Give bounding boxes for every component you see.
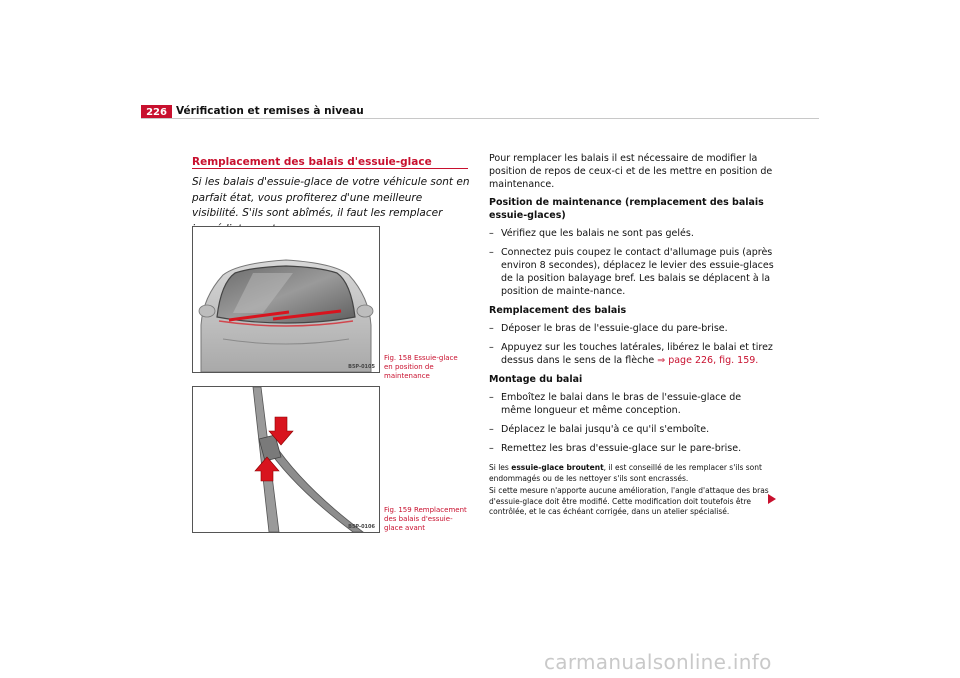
running-header: Vérification et remises à niveau <box>176 105 364 117</box>
note-block <box>489 463 774 518</box>
watermark: carmanualsonline.info <box>544 650 772 674</box>
list-item: – Remettez les bras d'essuie-glace sur le pare-brise. <box>489 443 742 454</box>
section-title: Remplacement des balais d'essuie-glace <box>192 156 432 168</box>
subheading-maintenance: Position de maintenance (remplacement des balais essuie-glaces) <box>489 197 764 221</box>
list-item: – Appuyez sur les touches latérales, libérez le balai et tirez dessus dans le sens de la flèche ⇒ page 226, fig. 159. <box>489 342 773 366</box>
list-item: – Déplacez le balai jusqu'à ce qu'il s'emboîte. <box>489 424 710 435</box>
list-item: – Connectez puis coupez le contact d'allumage puis (après environ 8 secondes), déplacez le levier des essuie-glaces de la position balayage bref. Les balais se déplacent à la position de mainte-nance. <box>489 247 774 297</box>
figure-code: B5P-0105 <box>348 364 375 370</box>
note-paragraph: Si cette mesure n'apporte aucune amélioration, l'angle d'attaque des bras d'essuie-glace doit être modifié. Cette modification doit toutefois être contrôlée, et le cas échéant corrigée, dans un atelier spécialisé. <box>489 486 769 516</box>
page-number: 226 <box>141 105 172 119</box>
header-divider <box>141 118 819 119</box>
figure-159 <box>192 386 380 533</box>
subheading-replacement: Remplacement des balais <box>489 305 627 316</box>
figure-caption: Fig. 158 Essuie-glace en position de maintenance <box>384 354 458 380</box>
continue-arrow-icon <box>768 494 776 504</box>
subheading-mounting: Montage du balai <box>489 374 583 385</box>
section-intro: Si les balais d'essuie-glace de votre véhicule sont en parfait état, vous profiterez d'une meilleure visibilité. S'ils sont abîmés, il faut les remplacer <box>192 176 470 219</box>
wiper-blade-illustration <box>193 387 379 532</box>
list-item: – Vérifiez que les balais ne sont pas gelés. <box>489 228 694 239</box>
windshield-illustration <box>193 227 379 372</box>
figure-code: B5P-0106 <box>348 524 375 530</box>
intro-paragraph: Pour remplacer les balais il est nécessaire de modifier la position de repos de ceux-ci et de les mettre en position de maintenance. <box>489 153 773 190</box>
list-item: – Déposer le bras de l'essuie-glace du pare-brise. <box>489 323 728 334</box>
figure-caption: Fig. 159 Remplacement des balais d'essuie-glace avant <box>384 506 467 532</box>
note-paragraph: Si les essuie-glace broutent, il est conseillé de les remplacer s'ils sont endommagés ou de les nettoyer s'ils sont encrassés. <box>489 463 762 483</box>
section-divider <box>192 168 468 169</box>
figure-158 <box>192 226 380 373</box>
list-item: – Emboîtez le balai dans le bras de l'essuie-glace de même longueur et même conception. <box>489 392 742 416</box>
page-reference-link[interactable]: ⇒ page 226, fig. 159. <box>657 355 759 366</box>
instructions-column <box>489 152 774 520</box>
